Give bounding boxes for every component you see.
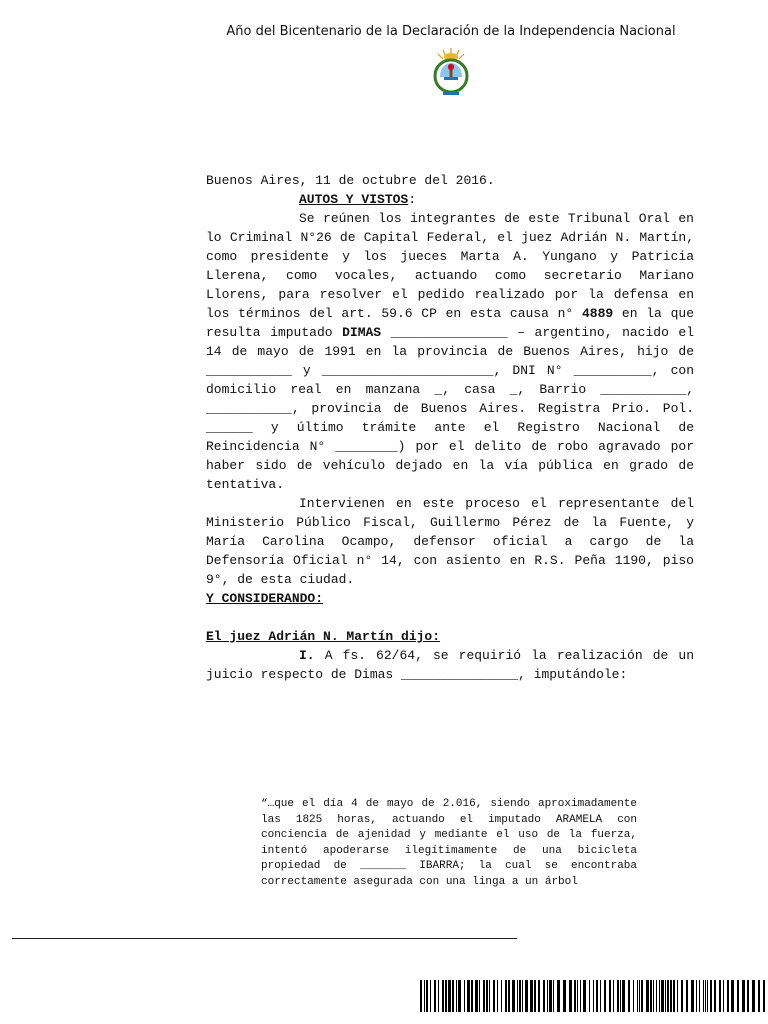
barcode-bar: [731, 980, 734, 1012]
barcode-bar: [593, 980, 594, 1012]
barcode-bar: [673, 980, 675, 1012]
barcode-bar: [742, 980, 745, 1012]
judge-heading: El juez Adrián N. Martín dijo:: [206, 629, 441, 644]
barcode-bar: [522, 980, 523, 1012]
autos-colon: :: [408, 192, 417, 207]
barcode-bar: [430, 980, 431, 1012]
barcode-icon: [420, 980, 768, 1012]
barcode-bar: [763, 980, 765, 1012]
barcode-bar: [714, 980, 716, 1012]
document-body: [206, 171, 694, 684]
barcode-bar: [707, 980, 708, 1012]
barcode-bar: [656, 980, 657, 1012]
barcode-bar: [617, 980, 620, 1012]
barcode-bar: [519, 980, 521, 1012]
barcode-bar: [650, 980, 652, 1012]
spacer: [206, 608, 694, 627]
barcode-bar: [727, 980, 729, 1012]
barcode-bar: [501, 980, 502, 1012]
barcode-bar: [458, 980, 461, 1012]
coat-of-arms-icon: [429, 46, 473, 100]
paragraph-1-text-c: _______________ – argentino, nacido el 14 de mayo de 1991 en la provincia de Buenos Aires, hijo de ___________ y ______________________, DNI N° __________, con domicilio real en manzana _, casa _, Barrio ___________, ___________, provincia de Buenos Aires. Registra Prio. Pol. ______ y último trámite ante el Registro Nacional de Reincidencia N° ________) por el delito de robo agravado por haber sido de vehículo dejado en la vía pública en grado de tentativa.: [206, 325, 695, 492]
barcode-bar: [467, 980, 470, 1012]
barcode-bar: [677, 980, 678, 1012]
barcode-bar: [563, 980, 566, 1012]
barcode-bar: [505, 980, 507, 1012]
barcode-bar: [613, 980, 614, 1012]
autos-heading-line: [299, 190, 694, 209]
quoted-accusation: [261, 797, 637, 890]
barcode-bar: [703, 980, 704, 1012]
barcode-bar: [752, 980, 755, 1012]
barcode-bar: [424, 980, 425, 1012]
quote-text: “…que el día 4 de mayo de 2.016, siendo aproximadamente las 1825 horas, actuando el imputado ARAMELA con conciencia de ajenidad y mediante el uso de la fuerza, intentó apoderarse ilegítimamente de una bicicleta propiedad de _______ IBARRA; la cual se encontraba correctamente asegurada con una linga a un árbol: [261, 798, 637, 888]
barcode-bar: [448, 980, 451, 1012]
barcode-bar: [508, 980, 510, 1012]
barcode-bar: [691, 980, 694, 1012]
barcode-bar: [737, 980, 739, 1012]
header-title: Año del Bicentenario de la Declaración de la Independencia Nacional: [226, 24, 676, 39]
barcode-bar: [471, 980, 473, 1012]
barcode-bar: [475, 980, 478, 1012]
barcode-bar: [493, 980, 495, 1012]
barcode-bar: [512, 980, 515, 1012]
barcode-bar: [517, 980, 518, 1012]
barcode-bar: [758, 980, 760, 1012]
barcode-bar: [686, 980, 688, 1012]
barcode-bar: [641, 980, 643, 1012]
barcode-bar: [653, 980, 654, 1012]
barcode-bar: [719, 980, 721, 1012]
barcode-bar: [604, 980, 606, 1012]
barcode-bar: [646, 980, 649, 1012]
barcode-bar: [557, 980, 560, 1012]
barcode-bar: [553, 980, 554, 1012]
barcode-bar: [696, 980, 697, 1012]
barcode-bar: [637, 980, 638, 1012]
barcode-bar: [479, 980, 480, 1012]
barcode-bar: [569, 980, 572, 1012]
paragraph-1-text-a: Se reúnen los integrantes de este Tribunal Oral en lo Criminal N°26 de Capital Federal, el juez Adrián N. Martín, como presidente y los jueces Marta A. Yungano y Patricia Llerena, como vocales, actuando como secretario Mariano Llorens, para resolver el pedido realizado por la defensa en los términos del art. 59.6 CP en esta causa n°: [206, 211, 694, 321]
barcode-bar: [622, 980, 625, 1012]
barcode-bar: [699, 980, 700, 1012]
barcode-bar: [426, 980, 428, 1012]
barcode-bar: [497, 980, 498, 1012]
barcode-bar: [589, 980, 590, 1012]
autos-heading: AUTOS Y VISTOS: [299, 192, 409, 207]
date-line: Buenos Aires, 11 de octubre del 2016.: [206, 173, 495, 188]
barcode-bar: [574, 980, 576, 1012]
barcode-bar: [549, 980, 552, 1012]
paragraph-3: [206, 646, 694, 684]
barcode-bar: [445, 980, 447, 1012]
case-number: 4889: [581, 306, 614, 321]
defendant-name: DIMAS: [342, 325, 382, 340]
barcode-bar: [723, 980, 724, 1012]
barcode-bar: [667, 980, 669, 1012]
barcode-bar: [600, 980, 601, 1012]
barcode-bar: [534, 980, 536, 1012]
barcode-bar: [452, 980, 454, 1012]
section-roman: I.: [299, 648, 315, 663]
barcode-bar: [483, 980, 485, 1012]
footer-rule: [12, 938, 517, 939]
barcode-bar: [583, 980, 586, 1012]
barcode-bar: [438, 980, 439, 1012]
barcode-bar: [596, 980, 598, 1012]
barcode-bar: [577, 980, 578, 1012]
paragraph-1-text-b: en la que resulta imputado: [206, 306, 694, 340]
barcode-bar: [665, 980, 666, 1012]
barcode-bar: [609, 980, 611, 1012]
barcode-bar: [681, 980, 683, 1012]
barcode-bar: [747, 980, 749, 1012]
barcode-bar: [543, 980, 545, 1012]
considerando-heading: Y CONSIDERANDO:: [206, 591, 324, 606]
barcode-bar: [670, 980, 672, 1012]
paragraph-2: Intervienen en este proceso el representante del Ministerio Público Fiscal, Guillermo Pérez de la Fuente, y María Carolina Ocampo, defensor oficial a cargo de la Defensoría Oficial n° 14, con asiento en R.S. Peña 1190, piso 9°, de esta ciudad.: [206, 496, 694, 587]
barcode-bar: [705, 980, 706, 1012]
barcode-bar: [486, 980, 488, 1012]
paragraph-3-text: A fs. 62/64, se requirió la realización de un juicio respecto de Dimas _______________, imputándole:: [206, 648, 694, 682]
barcode-bar: [633, 980, 634, 1012]
barcode-bar: [580, 980, 581, 1012]
barcode-bar: [530, 980, 533, 1012]
barcode-bar: [442, 980, 444, 1012]
barcode-bar: [547, 980, 548, 1012]
barcode-bar: [525, 980, 528, 1012]
barcode-bar: [489, 980, 490, 1012]
barcode-bar: [628, 980, 630, 1012]
barcode-bar: [661, 980, 664, 1012]
barcode-bar: [538, 980, 540, 1012]
paragraph-1: [206, 209, 694, 494]
barcode-bar: [434, 980, 436, 1012]
barcode-bar: [659, 980, 660, 1012]
barcode-bar: [620, 980, 621, 1012]
barcode-bar: [710, 980, 712, 1012]
barcode-bar: [456, 980, 457, 1012]
barcode-bar: [464, 980, 465, 1012]
barcode-bar: [639, 980, 640, 1012]
barcode-bar: [420, 980, 422, 1012]
